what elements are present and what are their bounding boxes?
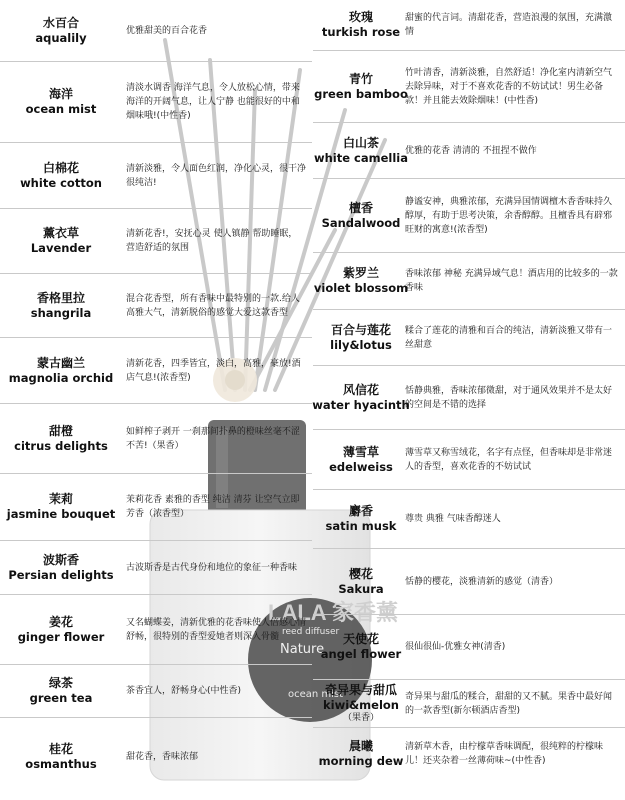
fragrance-row: [313, 680, 625, 728]
left-fragrance-list: [0, 0, 312, 796]
fragrance-description-text: 茉莉花香 素雅的香型 纯洁 清芬 让空气立即芳香（浓香型）: [126, 495, 300, 519]
fragrance-name-en: citrus delights: [14, 438, 108, 453]
fragrance-description: [126, 718, 306, 796]
fragrance-description: [405, 179, 619, 252]
fragrance-name-en: aqualily: [35, 30, 87, 45]
fragrance-description: [126, 474, 306, 540]
fragrance-name-zh: 晨曦: [348, 739, 373, 753]
fragrance-description: [405, 253, 619, 309]
fragrance-description: [405, 549, 619, 614]
fragrance-name-en: green tea: [29, 691, 93, 705]
fragrance-name-zh: 樱花: [348, 566, 373, 581]
fragrance-name-zh: 桂花: [48, 742, 73, 756]
fragrance-name: [0, 62, 122, 142]
fragrance-name: [313, 123, 409, 178]
fragrance-name: [313, 680, 409, 727]
fragrance-description: [405, 490, 619, 548]
fragrance-name-zh: 姜花: [48, 614, 73, 629]
fragrance-name: [313, 549, 409, 614]
fragrance-row: [0, 541, 312, 595]
fragrance-description: [126, 404, 306, 473]
fragrance-name: [0, 595, 122, 664]
fragrance-name: [0, 474, 122, 540]
fragrance-description-text: 静谧安神，典雅浓郁，充满异国情调檀木香香味持久醇厚，有助于思考决策，余香醇醇。且檀香具有辟邪旺财的寓意!(浓香型): [405, 196, 613, 235]
fragrance-name-en: ocean mist: [25, 102, 97, 116]
fragrance-name-zh: 白棉花: [42, 160, 79, 175]
fragrance-row: [0, 274, 312, 338]
fragrance-type-note: （果香）: [342, 713, 379, 723]
fragrance-description: [405, 430, 619, 489]
fragrance-name: [313, 615, 409, 679]
fragrance-description: [405, 680, 619, 727]
fragrance-description-text: 甜蜜的代言词。清甜花香，营造浪漫的氛围，充满激情: [405, 13, 613, 37]
fragrance-name: [313, 310, 409, 365]
fragrance-row: [0, 665, 312, 718]
fragrance-description-text: 奇异果与甜瓜的糅合，甜甜的又不腻。果香中最好闻的一款香型(新尔顿酒店香型): [405, 691, 613, 716]
fragrance-description: [405, 366, 619, 429]
fragrance-description: [126, 209, 306, 273]
fragrance-description-text: 竹叶清香，清新淡雅，自然舒适！净化室内清新空气 去除异味，对于不喜欢花香的不妨试试！男生必备款！并且能去效除烟味！(中性香): [405, 67, 613, 106]
fragrance-name-zh: 海洋: [48, 87, 73, 101]
fragrance-description-text: 很仙很仙-优雅女神(清香): [405, 642, 506, 652]
fragrance-row: [0, 62, 312, 143]
fragrance-row: [0, 338, 312, 404]
fragrance-description-text: 又名蝴蝶姜，清新优雅的花香味使人倍感心情舒畅，很特别的香型爱她者则深入骨髓: [126, 617, 307, 642]
fragrance-row: [0, 143, 312, 209]
label-line-2: Nature: [280, 642, 325, 657]
fragrance-row: [313, 430, 625, 490]
fragrance-name: [313, 0, 409, 50]
fragrance-description-text: 恬静的樱花，淡雅清新的感觉（清香）: [405, 576, 559, 587]
fragrance-name: [0, 209, 122, 273]
fragrance-description-text: 清新花香!，安抚心灵 使人镇静 帮助睡眠，营造舒适的氛围: [126, 229, 298, 253]
fragrance-description-text: 优雅的花香 清清的 不扭捏不做作: [405, 145, 537, 156]
fragrance-name-en: jasmine bouquet: [6, 507, 116, 521]
fragrance-row: [313, 615, 625, 680]
fragrance-name-zh: 青竹: [348, 71, 373, 86]
fragrance-row: [313, 179, 625, 253]
fragrance-name: [313, 366, 409, 429]
right-fragrance-list: [313, 0, 625, 780]
fragrance-description: [126, 274, 306, 337]
fragrance-description: [405, 615, 619, 679]
fragrance-row: [313, 253, 625, 310]
fragrance-name-en: edelweiss: [329, 459, 393, 474]
fragrance-name: [0, 0, 122, 61]
fragrance-description: [405, 0, 619, 50]
fragrance-name: [0, 665, 122, 717]
fragrance-name-zh: 水百合: [42, 15, 79, 30]
fragrance-row: [313, 549, 625, 615]
fragrance-row: [313, 728, 625, 780]
fragrance-name-en: Sandalwood: [321, 215, 401, 230]
fragrance-description-text: 如鲜榨子剥开 一刹那间扑鼻的橙味丝毫不涩不苦!（果香）: [126, 426, 300, 451]
fragrance-name-zh: 奇异果与甜瓜: [324, 683, 397, 697]
fragrance-name-zh: 天使花: [342, 632, 379, 646]
fragrance-row: [313, 366, 625, 430]
fragrance-name: [0, 718, 122, 796]
fragrance-description-text: 茶香宜人，舒畅身心(中性香): [126, 686, 242, 696]
fragrance-name-en: angel flower: [320, 647, 402, 661]
fragrance-name-zh: 紫罗兰: [342, 266, 379, 280]
fragrance-name-zh: 檀香: [348, 200, 373, 215]
fragrance-row: [313, 51, 625, 123]
fragrance-description-text: 薄雪草又称雪绒花，名字有点怪，但香味却是非常迷人的香型，喜欢花香的不妨试试: [405, 447, 613, 472]
fragrance-description-text: 古波斯香是古代身份和地位的象征一种香味: [126, 562, 298, 573]
fragrance-name-zh: 风信花: [342, 382, 379, 397]
fragrance-name-zh: 蒙古幽兰: [36, 355, 85, 370]
fragrance-name: [313, 253, 409, 309]
fragrance-name-en: satin musk: [325, 519, 397, 533]
fragrance-description: [126, 62, 306, 142]
fragrance-name-en: osmanthus: [25, 757, 97, 771]
label-line-1: reed diffuser: [282, 627, 340, 637]
fragrance-description-text: 香味浓郁 神秘 充满异域气息！酒店用的比较多的一款香味: [405, 269, 618, 293]
fragrance-name-zh: 甜橙: [48, 423, 73, 438]
fragrance-name: [313, 430, 409, 489]
fragrance-description: [126, 0, 306, 61]
fragrance-row: [0, 595, 312, 665]
fragrance-description-text: 优雅甜美的百合花香: [126, 25, 208, 36]
fragrance-description-text: 清新花香，四季皆宜，淡白，高雅，豪放!酒店气息!(浓香型): [126, 358, 301, 383]
fragrance-name-zh: 麝香: [348, 504, 373, 518]
fragrance-description: [405, 310, 619, 365]
brand-text: LALA 家香薰: [268, 600, 398, 625]
fragrance-row: [0, 0, 312, 62]
fragrance-row: [0, 209, 312, 274]
fragrance-name: [313, 490, 409, 548]
fragrance-name: [0, 338, 122, 403]
fragrance-row: [313, 310, 625, 366]
fragrance-name: [313, 728, 409, 780]
fragrance-description: [126, 665, 306, 717]
fragrance-description: [405, 51, 619, 122]
fragrance-name-zh: 百合与莲花: [330, 322, 391, 337]
fragrance-row: [313, 0, 625, 51]
fragrance-name: [313, 51, 409, 122]
fragrance-name-zh: 茉莉: [48, 492, 73, 506]
fragrance-name-zh: 薄雪草: [342, 444, 379, 459]
fragrance-description-text: 清新淡雅，令人面色红润，净化心灵，很干净很纯洁!: [126, 163, 307, 188]
fragrance-description-text: 糅合了莲花的清雅和百合的纯洁，清新淡雅又带有一丝甜意: [405, 325, 613, 350]
fragrance-row: [313, 123, 625, 179]
fragrance-name: [313, 179, 409, 252]
fragrance-name-zh: 波斯香: [42, 552, 79, 567]
fragrance-description-text: 混合花香型，所有香味中最特别的一款.给人高雅大气，清新脱俗的感觉大爱这款香型: [126, 293, 300, 318]
fragrance-description-text: 恬静典雅，香味浓郁微甜，对于通风效果并不是太好的空间是不错的选择: [405, 385, 613, 410]
fragrance-description: [126, 541, 306, 594]
fragrance-description-text: 甜花香，香味浓郁: [126, 752, 199, 762]
fragrance-name-en: Persian delights: [8, 567, 114, 582]
fragrance-name-zh: 薰衣草: [42, 226, 79, 240]
fragrance-name-en: violet blossom: [313, 281, 409, 295]
fragrance-name-zh: 香格里拉: [36, 290, 85, 305]
fragrance-description: [126, 143, 306, 208]
fragrance-name-en: Lavender: [30, 241, 92, 255]
fragrance-name-en: white cotton: [20, 175, 102, 190]
fragrance-name: [0, 143, 122, 208]
fragrance-name-en: white camellia: [314, 150, 408, 165]
fragrance-description-text: 清淡水调香 海洋气息，令人放松心情，带来海洋的开阔气息，让人宁静 也能很好的中和烟味哦!(中性香): [126, 83, 300, 121]
fragrance-name-en: ginger flower: [17, 629, 105, 644]
fragrance-row: [0, 404, 312, 474]
fragrance-description: [126, 338, 306, 403]
fragrance-name-en: shangrila: [30, 305, 92, 320]
fragrance-description: [405, 728, 619, 780]
fragrance-name-zh: 绿茶: [48, 676, 73, 690]
fragrance-description: [405, 123, 619, 178]
fragrance-name-en: kiwi&melon: [323, 698, 399, 712]
fragrance-row: [313, 490, 625, 549]
fragrance-row: [0, 718, 312, 796]
fragrance-name-en: lily&lotus: [330, 337, 392, 352]
fragrance-name-en: magnolia orchid: [8, 370, 114, 385]
fragrance-description: [126, 595, 306, 664]
fragrance-name-en: turkish rose: [321, 25, 401, 39]
fragrance-name-en: Sakura: [338, 581, 384, 596]
fragrance-row: [0, 474, 312, 541]
fragrance-description-text: 清新草木香，由柠檬草香味调配，很纯粹的柠檬味儿！还夹杂着一丝薄荷味~(中性香): [405, 742, 604, 766]
fragrance-name: [0, 274, 122, 337]
fragrance-name: [0, 541, 122, 594]
fragrance-description-text: 尊贵 典雅 气味香醇迷人: [405, 514, 501, 524]
fragrance-name-en: water hyacinth: [312, 397, 410, 412]
fragrance-name-zh: 白山茶: [342, 135, 379, 150]
fragrance-name: [0, 404, 122, 473]
label-line-3: ocean mist: [288, 689, 344, 700]
fragrance-name-en: morning dew: [318, 754, 404, 768]
fragrance-name-zh: 玫瑰: [348, 10, 373, 24]
fragrance-name-en: green bamboo: [314, 86, 408, 101]
